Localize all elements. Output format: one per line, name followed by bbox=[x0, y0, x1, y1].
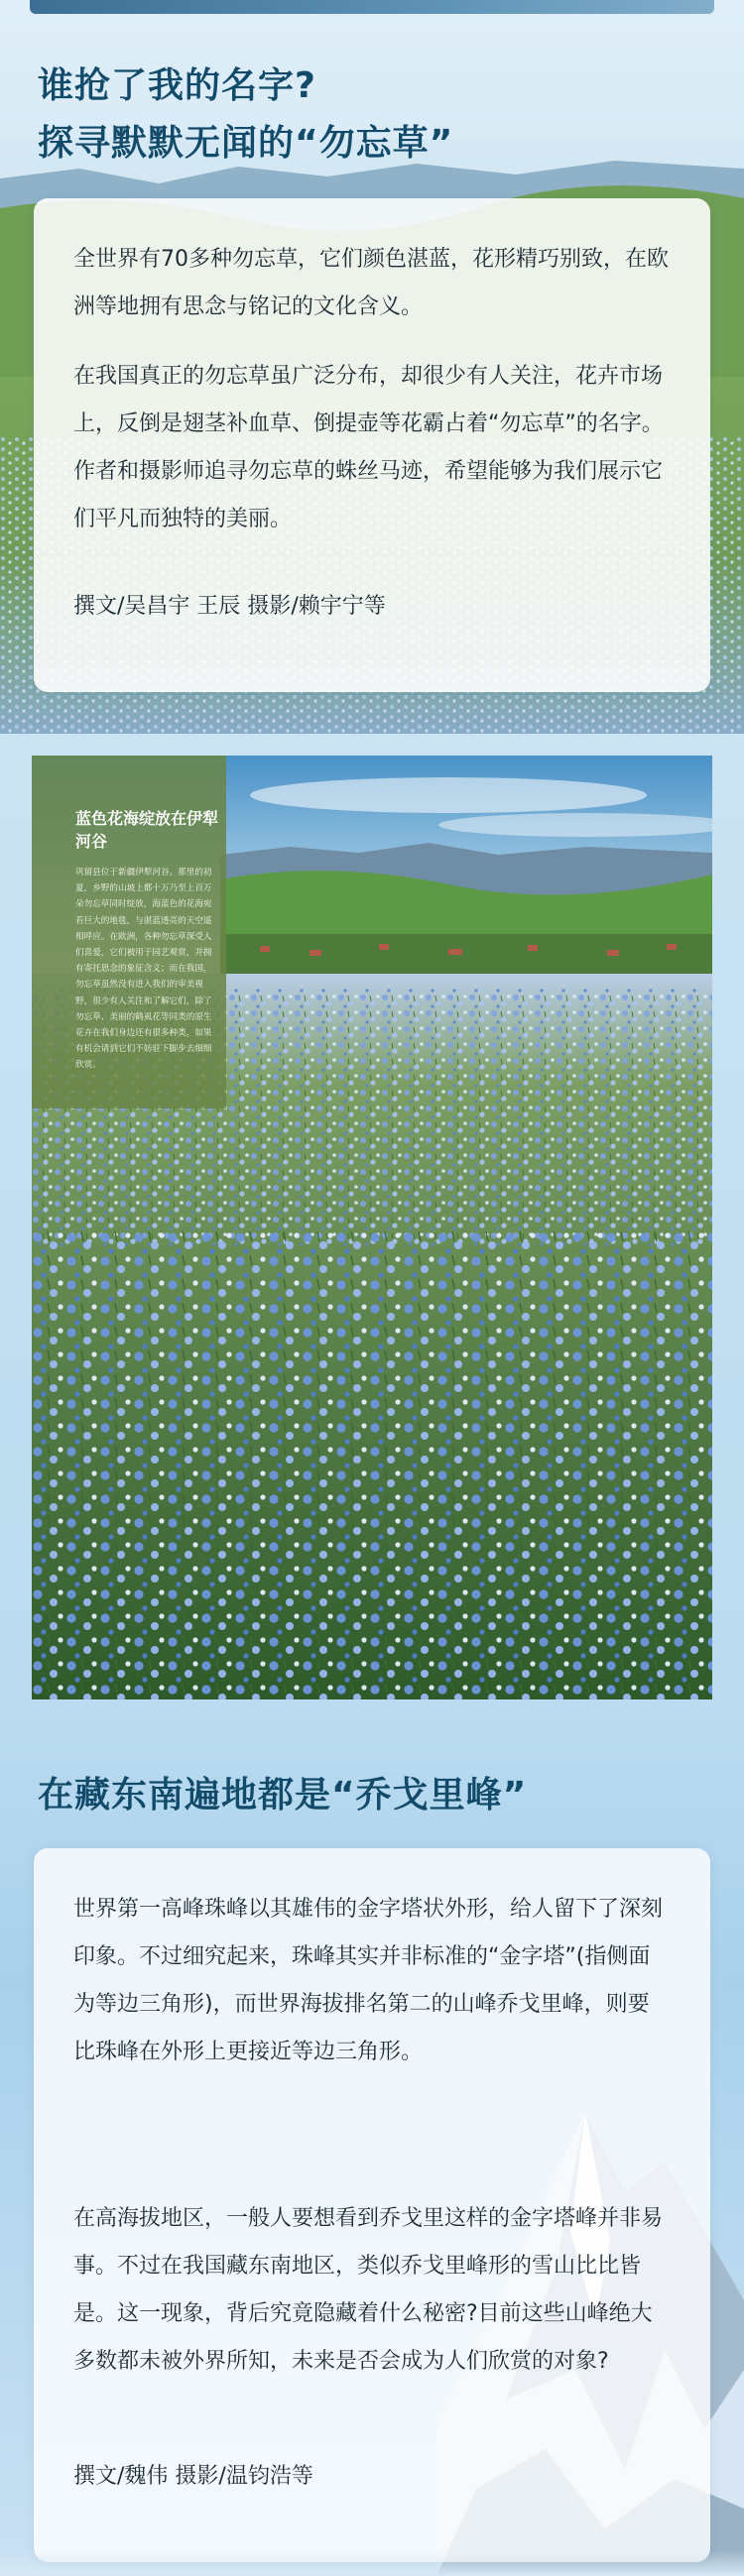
intro-credit: 撰文/吴昌宇 王辰 摄影/赖宇宁等 bbox=[73, 594, 386, 619]
bottom-fade bbox=[0, 2550, 744, 2576]
tibet-mountain-card bbox=[34, 1848, 710, 2562]
photo-caption-text: 巩留县位于新疆伊犁河谷。那里的初夏，乡野的山坡上都十万乃至上百万朵勿忘草同时绽放，海蓝色的花海宛若巨大的地毯，与湛蓝透亮的天空遥相呼应。在欧洲，各种勿忘草深受人们喜爱，它们被用于园艺观赏，并拥有寄托思念的象征含义；而在我国，勿忘草虽然没有进入我们的审美视野，很少有人关注和了解它们，除了勿忘草、美丽的鹤虱花等同类的原生花卉在我们身边还有很多种类，如果有机会请到它们不妨驻下脚步去细细欣赏。 bbox=[75, 868, 212, 1071]
photo-caption-title: 蓝色花海绽放在伊犁河谷 bbox=[75, 809, 219, 851]
mountain-paragraph-2: 在高海拔地区，一般人要想看到乔戈里这样的金字塔峰并非易事。不过在我国藏东南地区，类似乔戈里峰形的雪山比比皆是。这一现象，背后究竟隐藏着什么秘密?目前这些山峰绝大多数都未被外界所知，未来是否会成为人们欣赏的对象? bbox=[73, 2206, 664, 2374]
section1-title-line1: 谁抢了我的名字? bbox=[38, 65, 316, 106]
intro-card-forget-me-not bbox=[34, 198, 710, 692]
forget-me-not-field-photo bbox=[32, 756, 712, 1699]
mountain-credit: 撰文/魏伟 摄影/温钧浩等 bbox=[73, 2464, 313, 2489]
intro-paragraph-2: 在我国真正的勿忘草虽广泛分布，却很少有人关注，花卉市场上，反倒是翅茎补血草、倒提壶等花霸占着“勿忘草”的名字。作者和摄影师追寻勿忘草的蛛丝马迹，希望能够为我们展示它们平凡而独特的美丽。 bbox=[73, 364, 664, 531]
mountain-paragraph-1: 世界第一高峰珠峰以其雄伟的金字塔状外形，给人留下了深刻印象。不过细究起来，珠峰其实并非标准的“金字塔”(指侧面为等边三角形)，而世界海拔排名第二的山峰乔戈里峰，则要比珠峰在外形上更接近等边三角形。 bbox=[73, 1897, 664, 2064]
section2-title: 在藏东南遍地都是“乔戈里峰” bbox=[38, 1775, 528, 1815]
photo-caption-panel bbox=[32, 756, 226, 1109]
intro-paragraph-1: 全世界有70多种勿忘草，它们颜色湛蓝，花形精巧别致，在欧洲等地拥有思念与铭记的文化含义。 bbox=[73, 247, 669, 319]
top-banner-strip bbox=[30, 0, 714, 14]
section1-title bbox=[38, 58, 453, 173]
section1-title-line2: 探寻默默无闻的“勿忘草” bbox=[38, 123, 454, 164]
